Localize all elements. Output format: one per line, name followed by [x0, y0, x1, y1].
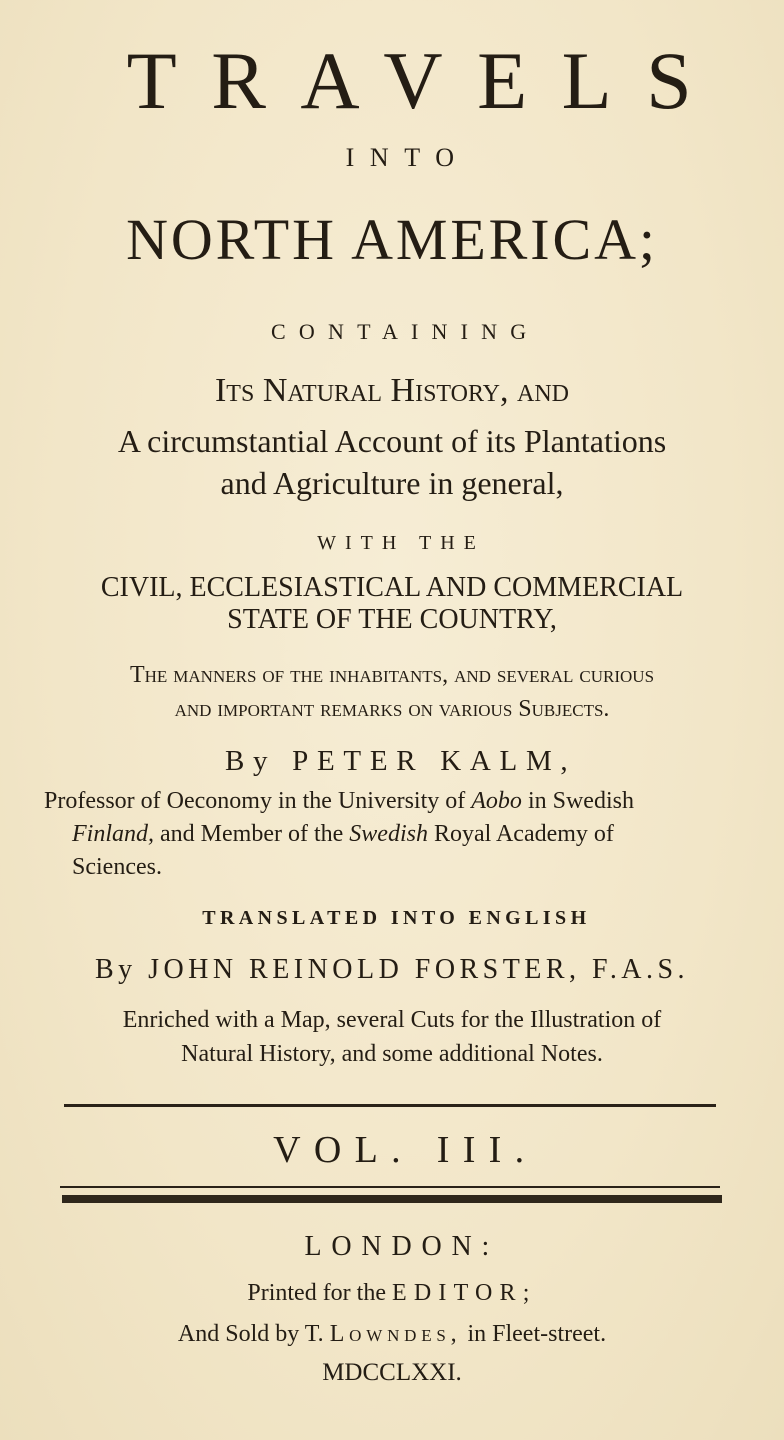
rule-divider-thick: [62, 1195, 722, 1203]
civil-state-line-1: CIVIL, ECCLESIASTICAL AND COMMERCIAL: [100, 572, 684, 603]
author-description: [44, 785, 754, 884]
civil-state-line-2: STATE OF THE COUNTRY,: [227, 604, 557, 635]
author-desc-text: in Swedish: [521, 788, 634, 814]
subtitle-plantations: A circumstantial Account of its Plantations: [117, 423, 667, 459]
imprint-editor: EDITOR;: [392, 1280, 537, 1306]
imprint-sold-by: [0, 1318, 784, 1350]
subtitle-natural-history: Its Natural History, and: [214, 372, 569, 409]
enriched-line-1: Enriched with a Map, several Cuts for the Illustration of: [122, 1007, 662, 1033]
author-desc-swedish: Swedish: [349, 821, 428, 847]
author-desc-text: Royal Academy of: [427, 821, 614, 847]
author-desc-aobo: Aobo: [471, 788, 522, 814]
imprint-year: MDCCLXXI.: [322, 1359, 462, 1386]
imprint-text: And Sold by T.: [177, 1321, 330, 1347]
book-title: TRAVELS: [126, 35, 727, 126]
title-connector: INTO: [345, 143, 470, 172]
author-desc-text: Professor of Oeconomy in the University of: [44, 788, 472, 814]
manners-line-2: and important remarks on various Subjects.: [174, 696, 610, 722]
rule-divider-top: [64, 1104, 716, 1107]
author-desc-line-2: [44, 818, 754, 851]
title-place: NORTH AMERICA;: [126, 207, 658, 272]
subtitle-agriculture: and Agriculture in general,: [220, 465, 564, 501]
translated-label: TRANSLATED INTO ENGLISH: [202, 907, 591, 929]
manners-line-1: The manners of the inhabitants, and several curious: [129, 662, 655, 688]
author-desc-line-3: Sciences.: [72, 854, 162, 880]
containing-label: CONTAINING: [271, 319, 540, 344]
author-byline: By PETER KALM,: [224, 745, 577, 777]
with-the-label: WITH THE: [317, 532, 485, 554]
imprint-printed-for: [0, 1277, 784, 1309]
enriched-line-2: Natural History, and some additional Notes.: [181, 1041, 603, 1067]
imprint-seller: Lowndes,: [329, 1321, 462, 1347]
volume-label: VOL. III.: [273, 1129, 538, 1171]
imprint-city: LONDON:: [304, 1231, 500, 1262]
translator-byline: By JOHN REINOLD FORSTER, F.A.S.: [94, 954, 690, 985]
rule-divider-thin: [60, 1186, 720, 1188]
imprint-text: in Fleet-street.: [461, 1321, 607, 1347]
imprint-text: Printed for the: [247, 1280, 392, 1306]
author-desc-text: and Member of the: [154, 821, 350, 847]
author-desc-finland: Finland,: [72, 821, 154, 847]
